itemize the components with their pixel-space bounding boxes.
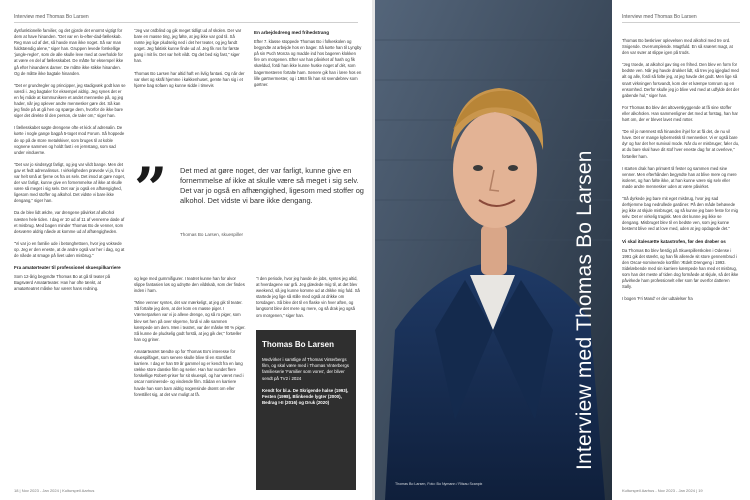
pull-quote [134, 155, 366, 250]
fact-box-body: Medvirker i samtlige af Thomas Vinterbergs film, og skal være med i Thomas Vinterbergs familieserie 'Familier som vores', der bliver sendt på TV2 i 2024 [262, 357, 349, 381]
column-2-lower [134, 276, 246, 404]
paragraph: Amatørteatret tændte op for Thomas Bo's interesse for skuespilfaget, som senere skulle blive til en storslået karriere. I dag er han 59 år gammel og er kendt fra en lang række store danske film og serier. Han har vundet flere forskellige Robert-priser for sit skuespil, og har været med i oscar nominerede- og vindende film. Sådan en karriere havde han som barn aldrig nogensinde drømt om eller forestillet sig, at det var muligt at få. [134, 348, 244, 397]
paragraph: For Thomas Bo blev det altoverskyggende at få sine stoffer eller alkoholen. Han sammenligner det med at forstag, han har hørt om, der er blevet lavet med rotter. [622, 104, 738, 123]
right-column [622, 38, 740, 308]
paragraph: I starten drak han primært til fester og sammen med sine venner. Men efterhånden begyndte han at blive mere og mere isoleret, og han følte ikke, at han kunne være sig selv eller møde andre mennesker uden at være påvirket. [622, 165, 737, 189]
fact-box-known-for: Kendt for bl.a. De Skrigende halse (1993), Festen (1998), Blinkende lygter (2000), Bedrag I-II (2016) og Druk (2020) [262, 387, 349, 406]
section-heading: Fra amatørteater til professionel skuespilkarriere [14, 265, 121, 271]
paragraph: Da de blev lidt ældre, var drengene påvirket af alkohol næsten hele tiden. I dag er 10 ud af 11 af vennerne døde af et misbrug. Med bagen minder Thomas Bo de venner, som desværre aldrig nåede at komme ud af afhængigheden. [14, 210, 125, 234]
paragraph: Som 12-årig begyndte Thomas Bo at gå til teater på Bagsværd Amatørteater. Han har ofte tænkt, at amatørteatret måske har været hans redning. [14, 274, 111, 292]
pull-quote-cite: Thomas Bo Larsen, skuespiller [180, 232, 244, 237]
photo-caption: Thomas Bo Larsen, Foto: Bo Nymann / Ritzau Scanpix [395, 482, 483, 486]
right-page [375, 0, 750, 500]
running-head-left: Interview med Thomas Bo Larsen [14, 14, 89, 20]
paragraph: "Det er grundregler og principper, jeg stadigvæk godt kan se værdi i. Jeg bagtaler for eksempel aldrig. Jeg synes det er en fej måde at kommunikere et andet menneske på, og jeg hader, når jeg oplever andre mennesker gøre det. Så kan jeg finde på at gå hen og spørge dem, hvorfor de ikke bare siger det direkte til den person, de taler om," siger han. [14, 82, 126, 119]
fact-box [256, 330, 356, 490]
header-rule [622, 22, 740, 23]
paragraph: "I den periode, hvor jeg havde de jobs, syntes jeg altid, at hverdagene var grå. Jeg glædede mig til, at det blev weekend, så jeg kunne komme ud at drikke mig fuld. Så startede jeg lige så stille med også at drikke om torsdagen. Så blev det til en flaske vin hver aften, og langsomt blev det mere og mere, og så drak jeg også om morgenen," siger han. [256, 276, 360, 318]
paragraph: "Det var jo sindssygt farligt, og jeg var vildt bange. Men det gav et fedt adrenalinsus. I virkeligheden prøvede vi jo, fra vi var helt små at fjerne os fra os selv. Det imod at gøre noget, der var farligt, kunne give en fornemmelse af ikke at skulle være så meget i sig selv. Det var jo også en afhængighed, ligesom med stoffer og alkohol. Det vidste vi bare ikke dengang," siger han. [14, 161, 125, 204]
section-heading: En arbejdsdreng med frihedstrang [254, 30, 330, 35]
paragraph: "Vi var jo en familie ude i betonghettoen, hvor jeg voksede op. Jeg er den eneste, at de andre også var her i dag, og at de nåede at smage på livet uden misbrug." [14, 240, 125, 258]
paragraph: dysfunktionelle familier, og det gjorde det enormt vigtigt for dem at have hinanden. "Det var en lo-efter-dad-fælleskab. Reg man ud af det, så havde man ikke noget. Så var man fuldstændig alene," siger han. Gruppen levede forskellige 'jungle-regler', som de alle skulle leve med at overholde for at være en del af fællesskabet. De måtte for eksempel ikke gå efter hinandens damer. De måtte ikke stikke hinanden. Og de måtte ikke bagtale hinanden. [14, 28, 124, 76]
paragraph: "Jeg var ordblind og gik meget tidligt ud af skolen. Der var bare en masse ting, jeg følte, at jeg ikke var god til. Så ramte jeg lige pludselig ned i det her teater, og jeg fandt noget. Jeg faktisk kunne finde ud af. Jeg fik ros for første gang i mit liv. Det var helt vildt. Og det bed sig fast," siger han. [134, 28, 242, 64]
column-1 [14, 28, 126, 298]
paragraph: Efter 7. klasse stoppede Thomas Bo i folkeskolen og begyndte at arbejde hos en bager. Så kørte han til Lyngby på sin Puch Monza og madde ind hos bageren klokken fire om morgenen. Efter var han påvirket af hash og fik skældud, fordi han ikke kunne huske noget af dét, som bagermesteren fortalte ham. Senere gik han i lære hos en lille gørtnermester, og i 1984 fik han sit svendebrev som gørtner. [254, 39, 362, 87]
page-footer-left: 18 | Nov 2023 - Jan 2024 | Kulturspeil Aarhus [14, 488, 95, 493]
portrait-photo [375, 0, 612, 500]
page-footer-right: Kulturspeil Aarhus - Nov 2023 - Jan 2024 | 19 [622, 488, 703, 493]
section-heading: Vi skal italesætte katastrofen, før den drøber os [622, 238, 726, 244]
paragraph: "Så dyrkede jeg bare mit eget misbrug, hvor jeg sad derhjemme bag nedrullede gardiner. På den måde behøvede jeg ikke at skjule misbruget, og så kunne jeg bare feste for mig selv. Det er virkelig tragisk. Men det kunne jeg ikke se dengang. Misbruget blev til en bedste ven, som jeg kunne bestemt blive ved at love med, uden at jeg opdagede det." [622, 195, 738, 232]
paragraph: "Mine venner syntes, det var mærkeligt, at jeg gik til teater. Så fortalte jeg dem, at der kom en masse piger. I Værnerparken var vi jo alleve drenge, og så ro piger, som blev set hen på over skyerne, fordi vi alle sammen kæmpede om dem. Men i teatret, var der måske 90 % piger. Så kunne de pludselig godt forstå, at jeg gik der," fortæller han og griner. [134, 300, 246, 342]
vertical-title: Interview med Thomas Bo Larsen [573, 150, 596, 470]
header-rule [14, 22, 358, 23]
paragraph: Da Thomas Bo blev færdig på Skuespillerskolen i Odense i 1991 gik det stærkt, og han fik allerede sit store gennembrud i den Oscar-nominerede kortfilm 'Ædelt Drengeng i 1993. Sidelæbende med sin karriere kæmpede han med et misbrug, som han det meste af tiden dog formåede at skjule, så det ikke påvirkede ham professionelt eller som før overfor datteren Sally. [622, 247, 739, 290]
quote-mark-icon: ” [134, 155, 168, 223]
left-page [0, 0, 372, 500]
paragraph: "De vil jo nærmest stå hinanden ihjel for at få det, de nu vil have. Det er mange kybernetisk til mennesker. Vi er også bare dyr og har det her survival mode. Når du er misbruger, føler du, at du bare skal have dit stof hver eneste dag for at overleve," fortæller ham. [622, 129, 740, 159]
fact-box-title: Thomas Bo Larsen [262, 340, 335, 349]
paragraph: I bogen 'Fri Mand' er der udtalelser fra [622, 296, 693, 302]
paragraph: Thomas Bo Larsen har altid haft en livlig fantasi. Og når der var sket og skrål hjemme i køkkenhuset, gemte han sig i et hjørne bag sofaen og kunne sidde i timevis [134, 70, 245, 88]
paragraph: og lege med gummifigurer. I teatret kunne han for alvor slippe fantasien løs og udnytte den vildskab, som der findes inden i ham. [134, 276, 245, 294]
column-2 [134, 28, 246, 95]
paragraph: "Jeg troede, at alkohol gav ting en frihed. Den blev en form for bedste ven. Når jeg havde drukket lidt, så trev jeg igjeglad med alt og alle, fordi så følte jeg, at jeg havde det godt. Men lige så snart virkningen forsvandt, kom der et kæmpe tomrum og en ensomhed. Derfor skulle jeg jo blive ved med at udfylde det der gabende hul," siger han. [622, 62, 740, 98]
column-3-lower [256, 276, 360, 325]
column-3 [254, 28, 362, 94]
running-head-right: Interview med Thomas Bo Larsen [622, 14, 697, 20]
paragraph: I fællesskabet søgte drengene ofte et kick af adrenalin. De kørte i nogle gange bagpå 5-toget mod Forum. Så hoppede de op på de store metalskiver, som bruges til at koble vognene sammen og holdt fast i en jernstang, som sad under vinduerne. [14, 125, 125, 155]
paragraph: Thomas Bo beskriver oplevelsen med alkohol med tre ord. Snigende. Overrumplende. Magtfuld. En så snæret magt, at den var svær at slippe igen på trods. [622, 38, 733, 56]
pull-quote-text: Det med at gøre noget, der var farligt, kunne give en fornemmelse af ikke at skulle være så meget i sig selv. Det var jo også en afhængighed, ligesom med stoffer og alkohol. Det vidste vi bare ikke dengang. [180, 166, 364, 205]
